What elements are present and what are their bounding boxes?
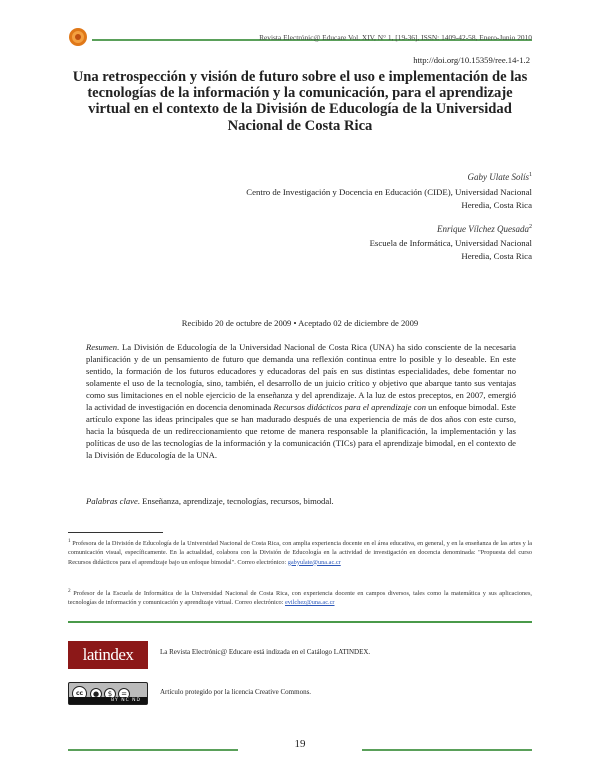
doi-link[interactable]: http://doi.org/10.15359/ree.14-1.2 (413, 55, 530, 65)
cc-nc-label: NC (121, 698, 130, 703)
journal-logo-icon (68, 27, 88, 47)
footnote-2-text: Profesor de la Escuela de Informática de la Universidad Nacional de Costa Rica, con experiencia docente en campos diversos, tales como la matemática y sus aplicaciones, tecnologías de información y comunicación y aprendizaje virtual. Correo electrónico: (68, 590, 532, 607)
author-1-name: Gaby Ulate Solís (467, 172, 529, 182)
cc-icon: cc (72, 686, 87, 701)
abstract-label: Resumen (86, 342, 118, 352)
cc-nd-label: ND (132, 698, 141, 703)
cc-nc-icon: $ (104, 688, 116, 700)
bottom-rule-left (68, 749, 238, 751)
author-1-affiliation-line-2: Heredia, Costa Rica (461, 199, 532, 210)
author-2-affiliation (200, 237, 532, 262)
creative-commons-badge (68, 682, 148, 705)
footnote-1-text: Profesora de la División de Educología de la Universidad Nacional de Costa Rica, con amplia experiencia docente en el área educativa, en general, y en la enseñanza de las artes y la comunicación visual, específicamente. En la actualidad, colabora con la División de Educología en la actividad de investigación en docencia denominada: "Propuesta del curso Recursos didácticos para el aprendizaje bajo un enfoque bimodal". Correo electrónico: (68, 540, 532, 566)
author-2-name: Enrique Vílchez Quesada (437, 224, 529, 234)
cc-by-icon: ● (90, 688, 102, 700)
author-1-mark: 1 (529, 172, 532, 178)
abstract-text-2: un enfoque bimodal. Este artículo expone las ideas principales que se han madurado después de una experiencia de más de dos años con este curso, hacia la búsqueda de un redireccionamiento que retome de manera responsable la planificación, la implementación y las políticas de uso de las tecnologías de la información y la comunicación (TICs) para el aprendizaje bimodal, en el contexto de la División de Educología de la UNA. (86, 402, 516, 460)
author-2-affiliation-line-2: Heredia, Costa Rica (461, 250, 532, 261)
license-note: Artículo protegido por la licencia Creative Commons. (160, 688, 312, 696)
abstract-text-1: . La División de Educología de la Universidad Nacional de Costa Rica (UNA) ha sido consciente de la necesaria planificación y de un pensamiento de futuro que demanda una reflexión continua entre lo posible y lo deseable. En este sentido, la formación de los futuros educadores y educadoras del país en sus distintas especialidades, debe fomentar no solamente el uso de la tecnología, sino, también, el desarrollo de un juicio crítico y objetivo que abarque tanto sus ventajas como sus limitaciones en el noble ejercicio de la enseñanza y del aprendizaje. A la luz de estos preceptos, en 2007, emergió la actividad de investigación en docencia denominada (86, 342, 516, 412)
bottom-rule-right (362, 749, 532, 751)
footnote-2 (68, 587, 532, 608)
keywords-label: Palabras clave (86, 496, 138, 506)
abstract-course-title: Recursos didácticos para el aprendizaje con (273, 402, 427, 412)
footnote-1-mark: 1 (68, 538, 71, 544)
author-2-affiliation-line-1: Escuela de Informática, Universidad Nacional (369, 238, 532, 248)
author-2-mark: 2 (529, 224, 532, 230)
abstract (86, 341, 516, 461)
author-1-affiliation (200, 186, 532, 211)
cc-terms-bar (69, 697, 147, 704)
article-title: Una retrospección y visión de futuro sobre el uso e implementación de las tecnologías de la información y la comunicación, para el aprendizaje virtual en el contexto de la División de Educología de la Universidad Nacional de Costa Rica (72, 69, 528, 134)
page-number: 19 (294, 738, 306, 750)
latindex-note: La Revista Electrónic@ Educare está indizada en el Catálogo LATINDEX. (160, 648, 371, 656)
latindex-logo: latindex (68, 641, 148, 669)
keywords-text: . Enseñanza, aprendizaje, tecnologías, recursos, bimodal. (137, 496, 334, 506)
received-accepted-dates: Recibido 20 de octubre de 2009 • Aceptado 02 de diciembre de 2009 (181, 318, 419, 328)
author-1 (300, 172, 532, 182)
journal-info: Revista Electrónic@ Educare Vol. XIV, N° 1, [19-36], ISSN: 1409-42-58, Enero-Junio 2010 (259, 33, 532, 42)
footnote-2-mark: 2 (68, 588, 71, 594)
cc-by-label: BY (111, 698, 119, 703)
footnote-2-email-link[interactable]: evilchez@una.ac.cr (284, 599, 335, 607)
footnote-rule (68, 532, 163, 533)
keywords (86, 496, 516, 506)
author-1-affiliation-line-1: Centro de Investigación y Docencia en Educación (CIDE), Universidad Nacional (246, 187, 532, 197)
footnote-1-email-link[interactable]: gabyulate@una.ac.cr (287, 558, 341, 566)
section-rule (68, 621, 532, 623)
author-2 (300, 224, 532, 234)
cc-nd-icon: = (118, 688, 130, 700)
footnote-1 (68, 537, 532, 567)
